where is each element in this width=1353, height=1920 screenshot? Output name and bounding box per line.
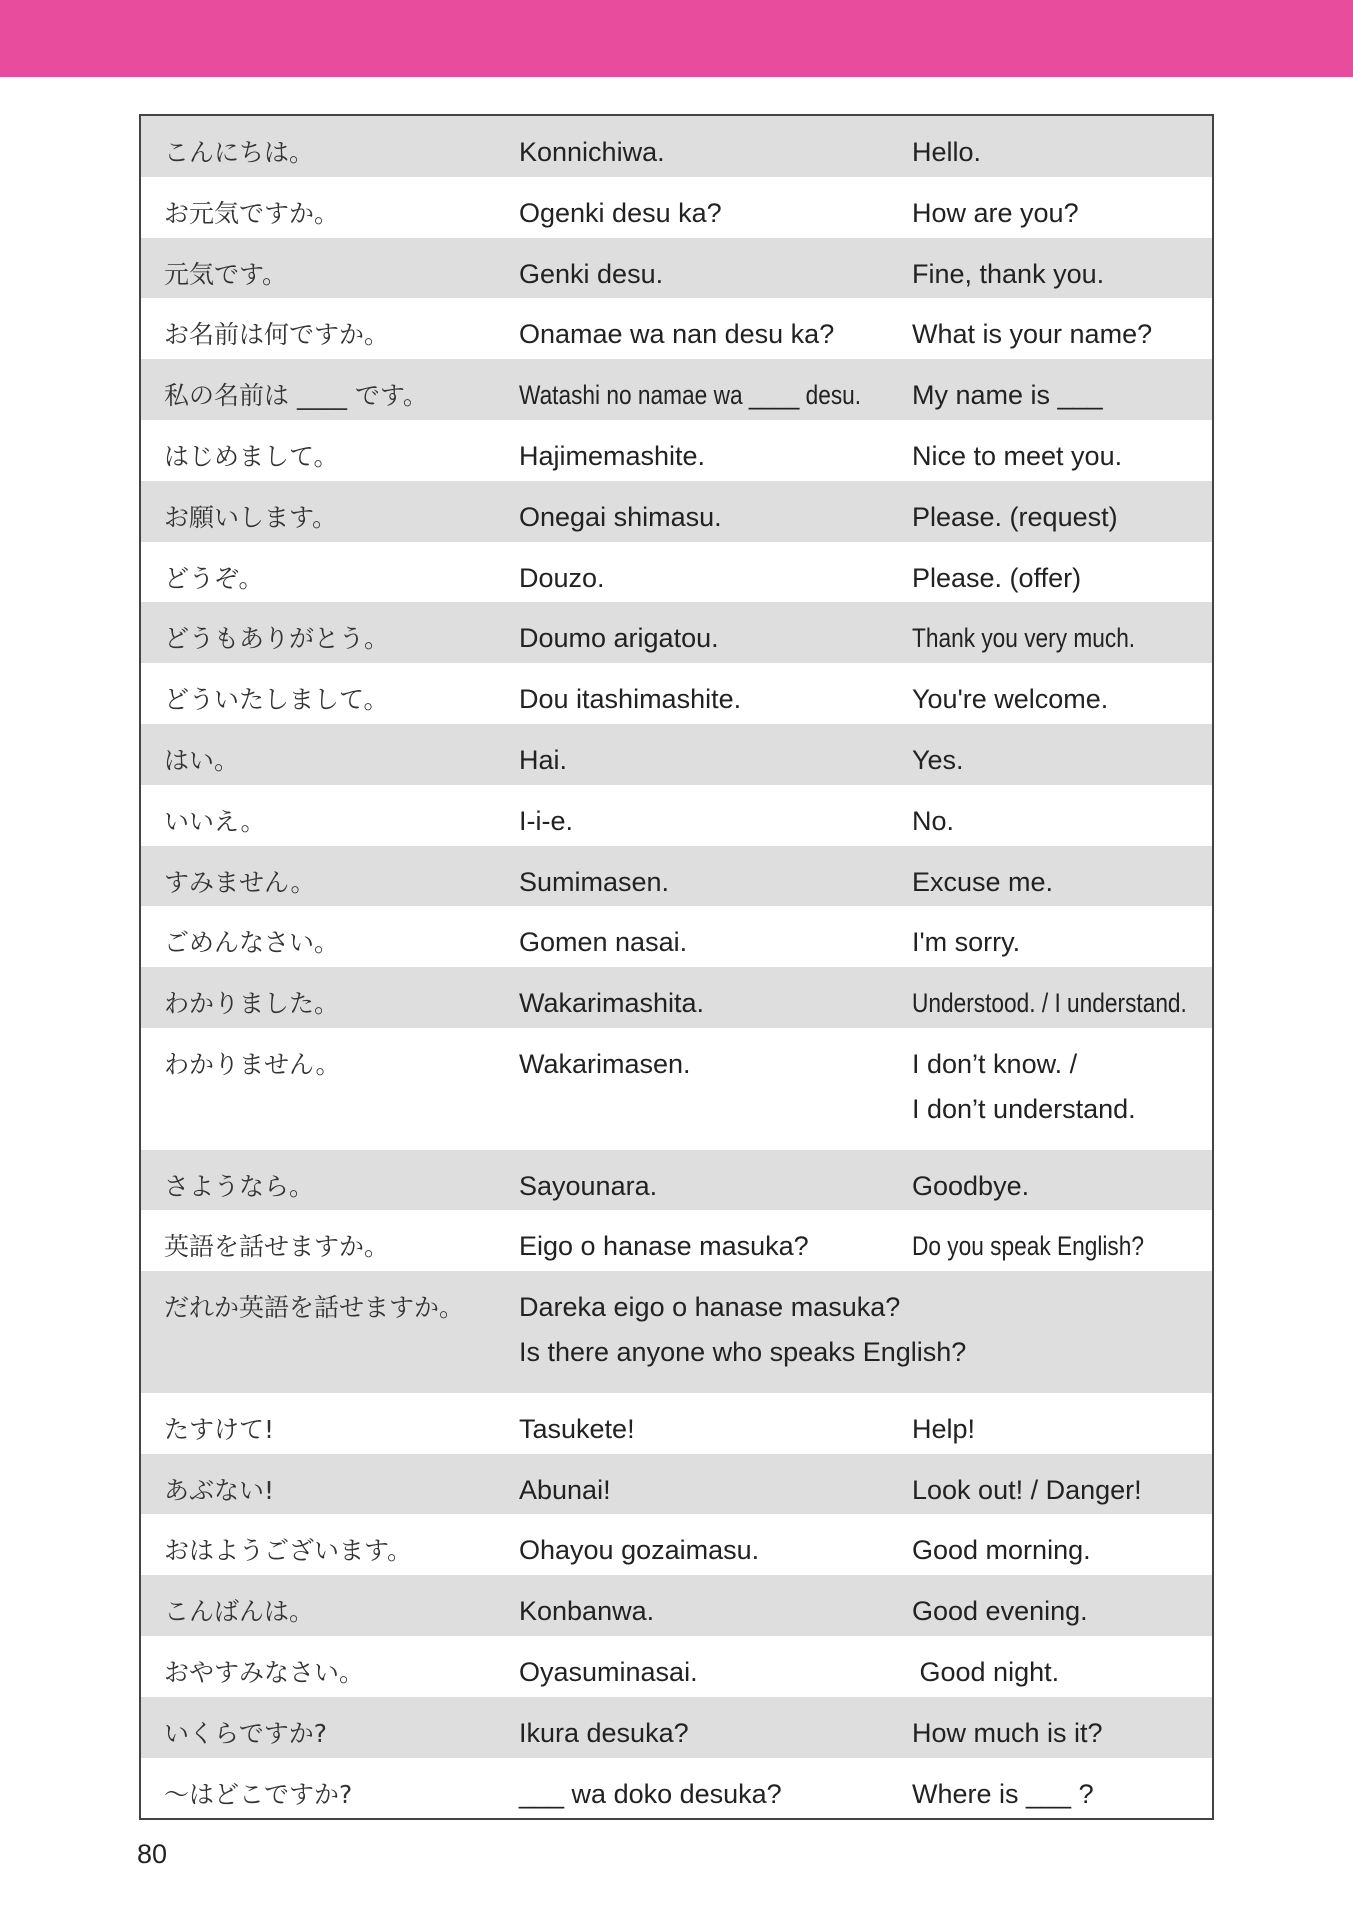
japanese-text: はい。 — [164, 745, 240, 775]
japanese-text: わかりません。 — [164, 1049, 341, 1079]
english-text: Goodbye. — [912, 1170, 1030, 1201]
romaji-text: Eigo o hanase masuka? — [519, 1231, 809, 1262]
phrase-row — [141, 1758, 1212, 1819]
phrase-row — [141, 420, 1212, 481]
japanese-text: わかりました。 — [164, 989, 340, 1019]
romaji-text: Konbanwa. — [519, 1596, 655, 1627]
phrase-row — [141, 1028, 1212, 1150]
english-text: Good evening. — [912, 1596, 1088, 1627]
romaji-text: Douzo. — [519, 562, 605, 593]
japanese-text: いくらですか? — [164, 1718, 328, 1748]
phrase-row — [141, 116, 1212, 177]
phrase-row — [141, 481, 1212, 542]
romaji-text: ___ wa doko desuka? — [519, 1778, 782, 1809]
english-text: What is your name? — [912, 319, 1153, 350]
phrase-table — [139, 114, 1214, 1820]
phrase-row — [141, 967, 1212, 1028]
japanese-text: すみません。 — [164, 867, 316, 897]
romaji-text: Tasukete! — [519, 1413, 635, 1444]
romaji-text: Wakarimasen. — [519, 1048, 691, 1079]
english-text — [912, 1028, 1136, 1132]
page-number: 80 — [137, 1839, 168, 1869]
romaji-text: Onamae wa nan desu ka? — [519, 319, 835, 350]
japanese-text: どうぞ。 — [164, 563, 264, 593]
english-text: How are you? — [912, 197, 1079, 228]
english-text: You're welcome. — [912, 684, 1109, 715]
phrase-row — [141, 1454, 1212, 1515]
japanese-text: さようなら。 — [164, 1171, 315, 1201]
english-text: Nice to meet you. — [912, 440, 1123, 471]
phrase-row — [141, 846, 1212, 907]
romaji-text: Konnichiwa. — [519, 137, 665, 167]
japanese-text: おはようございます。 — [164, 1536, 413, 1566]
phrase-row — [141, 602, 1212, 663]
phrase-row — [141, 1575, 1212, 1636]
japanese-text: あぶない! — [164, 1475, 275, 1505]
english-text: Yes. — [912, 744, 964, 775]
romaji-text: Onegai shimasu. — [519, 501, 722, 532]
phrase-row — [141, 1150, 1212, 1211]
romaji-text: I-i-e. — [519, 805, 573, 836]
phrase-row — [141, 785, 1212, 846]
english-text-condensed: Thank you very much. — [912, 623, 1136, 654]
english-text: Look out! / Danger! — [912, 1474, 1142, 1505]
japanese-text: いいえ。 — [164, 806, 266, 836]
phrase-row — [141, 906, 1212, 967]
phrase-row — [141, 663, 1212, 724]
phrase-row — [141, 542, 1212, 603]
phrase-row — [141, 724, 1212, 785]
english-text: Where is ___ ? — [912, 1778, 1094, 1809]
japanese-text: こんにちは。 — [164, 138, 315, 167]
japanese-text: はじめまして。 — [164, 441, 339, 471]
romaji-text: Gomen nasai. — [519, 927, 688, 958]
japanese-text: 元気です。 — [164, 259, 288, 289]
english-text-condensed: Do you speak English? — [912, 1231, 1144, 1262]
phrase-row — [141, 1393, 1212, 1454]
japanese-text: おやすみなさい。 — [164, 1657, 365, 1687]
english-text — [912, 602, 1178, 661]
romaji-text-line-2: Is there anyone who speaks English? — [519, 1337, 967, 1368]
romaji-text: Abunai! — [519, 1474, 611, 1505]
english-text: No. — [912, 805, 955, 836]
phrase-row — [141, 238, 1212, 299]
phrase-row — [141, 1210, 1212, 1271]
english-text-line-1: I don’t know. / — [912, 1048, 1078, 1079]
japanese-text: どういたしまして。 — [164, 685, 389, 715]
romaji-text: Wakarimashita. — [519, 988, 705, 1019]
japanese-text: 私の名前は ____ です。 — [164, 381, 428, 411]
japanese-text: たすけて! — [164, 1414, 275, 1444]
english-text-condensed: Understood. / I understand. — [912, 988, 1187, 1019]
english-text: Fine, thank you. — [912, 258, 1105, 289]
romaji-text: Hajimemashite. — [519, 440, 706, 471]
english-text: Please. (offer) — [912, 562, 1082, 593]
japanese-text: 英語を話せますか。 — [164, 1232, 390, 1262]
romaji-text: Ikura desuka? — [519, 1717, 689, 1748]
japanese-text: どうもありがとう。 — [164, 624, 390, 654]
phrase-row — [141, 1514, 1212, 1575]
phrase-row — [141, 359, 1212, 420]
phrase-row — [141, 298, 1212, 359]
english-text: Please. (request) — [912, 501, 1118, 532]
japanese-text: お元気ですか。 — [164, 198, 340, 228]
romaji-text: Ogenki desu ka? — [519, 197, 722, 228]
romaji-text — [519, 1271, 966, 1375]
english-text: Hello. — [912, 137, 982, 167]
english-text: Good night. — [912, 1656, 1060, 1687]
english-text: How much is it? — [912, 1717, 1103, 1748]
english-text — [912, 1210, 1188, 1269]
english-text — [912, 967, 1214, 1026]
english-text: Excuse me. — [912, 866, 1054, 897]
phrase-row — [141, 1697, 1212, 1758]
romaji-text: Oyasuminasai. — [519, 1656, 698, 1687]
phrase-row — [141, 1636, 1212, 1697]
english-text: My name is ___ — [912, 380, 1103, 411]
romaji-text: Dou itashimashite. — [519, 684, 742, 715]
japanese-text: だれか英語を話せますか。 — [164, 1293, 465, 1323]
romaji-text-line-1: Dareka eigo o hanase masuka? — [519, 1292, 901, 1323]
japanese-text: ごめんなさい。 — [164, 928, 340, 958]
romaji-text: Genki desu. — [519, 258, 664, 289]
romaji-text: Sayounara. — [519, 1170, 658, 1201]
header-band — [0, 0, 1353, 77]
romaji-text — [519, 359, 926, 418]
romaji-text: Hai. — [519, 744, 568, 775]
japanese-text: お名前は何ですか。 — [164, 320, 390, 350]
japanese-text: お願いします。 — [164, 502, 338, 532]
phrase-row — [141, 1271, 1212, 1393]
english-text: Help! — [912, 1413, 976, 1444]
romaji-text: Sumimasen. — [519, 866, 670, 897]
japanese-text: こんばんは。 — [164, 1597, 315, 1627]
japanese-text: ～はどこですか? — [164, 1779, 353, 1809]
english-text: I'm sorry. — [912, 927, 1021, 958]
english-text: Good morning. — [912, 1535, 1091, 1566]
english-text-line-2: I don’t understand. — [912, 1093, 1136, 1124]
romaji-text-condensed: Watashi no namae wa ____ desu. — [519, 380, 862, 411]
romaji-text: Ohayou gozaimasu. — [519, 1535, 760, 1566]
phrase-row — [141, 177, 1212, 238]
romaji-text: Doumo arigatou. — [519, 623, 719, 654]
